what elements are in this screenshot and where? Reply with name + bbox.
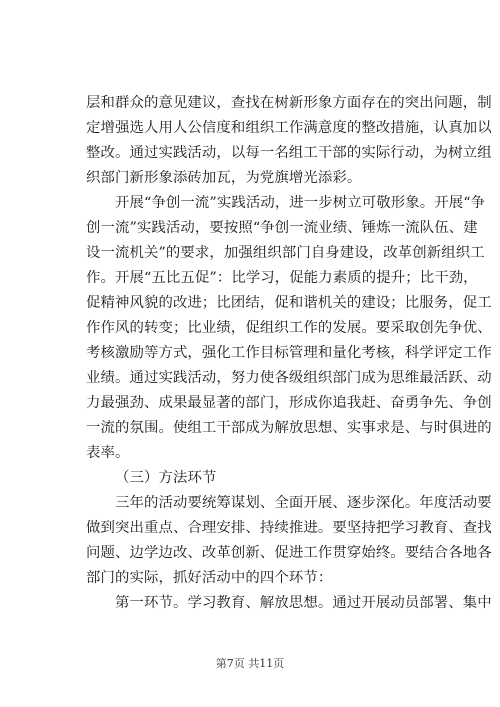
- text-line: 部门的实际，抓好活动中的四个环节：: [86, 570, 333, 586]
- text-line: 层和群众的意见建议，查找在树新形象方面存在的突出问题，制: [86, 95, 492, 111]
- text-line: 表率。: [86, 445, 130, 461]
- text-line: 业绩。通过实践活动，努力使各级组织部门成为思维最活跃、动: [86, 370, 492, 386]
- text-line: 做到突出重点、合理安排、持续推进。要坚持把学习教育、查找: [86, 520, 492, 536]
- text-line: 力最强劲、成果最显著的部门，形成你追我赶、奋勇争先、争创: [86, 395, 492, 411]
- text-line: 整改。通过实践活动，以每一名组工干部的实际行动，为树立组: [86, 145, 492, 161]
- paragraph-first-line: 开展“争创一流”实践活动，进一步树立可敬形象。开展“争: [115, 195, 486, 211]
- paragraph-first-line: 第一环节。学习教育、解放思想。通过开展动员部署、集中: [115, 595, 492, 611]
- text-line: 定增强选人用人公信度和组织工作满意度的整改措施，认真加以: [86, 120, 492, 136]
- text-line: 作作风的转变；比业绩，促组织工作的发展。要采取创先争优、: [86, 320, 492, 336]
- text-line: 创一流”实践活动，要按照“争创一流业绩、锤炼一流队伍、建: [86, 220, 478, 236]
- text-line: 织部门新形象添砖加瓦，为党旗增光添彩。: [86, 170, 362, 186]
- body-text: [86, 91, 492, 616]
- text-line: 设一流机关”的要求，加强组织部门自身建设，改革创新组织工: [86, 245, 485, 261]
- text-line: 考核激励等方式，强化工作目标管理和量化考核，科学评定工作: [86, 345, 492, 361]
- text-line: 问题、边学边改、改革创新、促进工作贯穿始终。要结合各地各: [86, 545, 492, 561]
- section-heading: （三）方法环节: [115, 470, 217, 486]
- page-number-footer: 第7页 共11页: [215, 657, 285, 670]
- text-line: 促精神风貌的改进；比团结，促和谐机关的建设；比服务，促工: [86, 295, 492, 311]
- text-line: 一流的氛围。使组工干部成为解放思想、实事求是、与时俱进的: [86, 420, 492, 436]
- text-line: 作。开展“五比五促”：比学习，促能力素质的提升；比干劲，: [86, 270, 478, 286]
- paragraph-first-line: 三年的活动要统筹谋划、全面开展、逐步深化。年度活动要: [115, 495, 492, 511]
